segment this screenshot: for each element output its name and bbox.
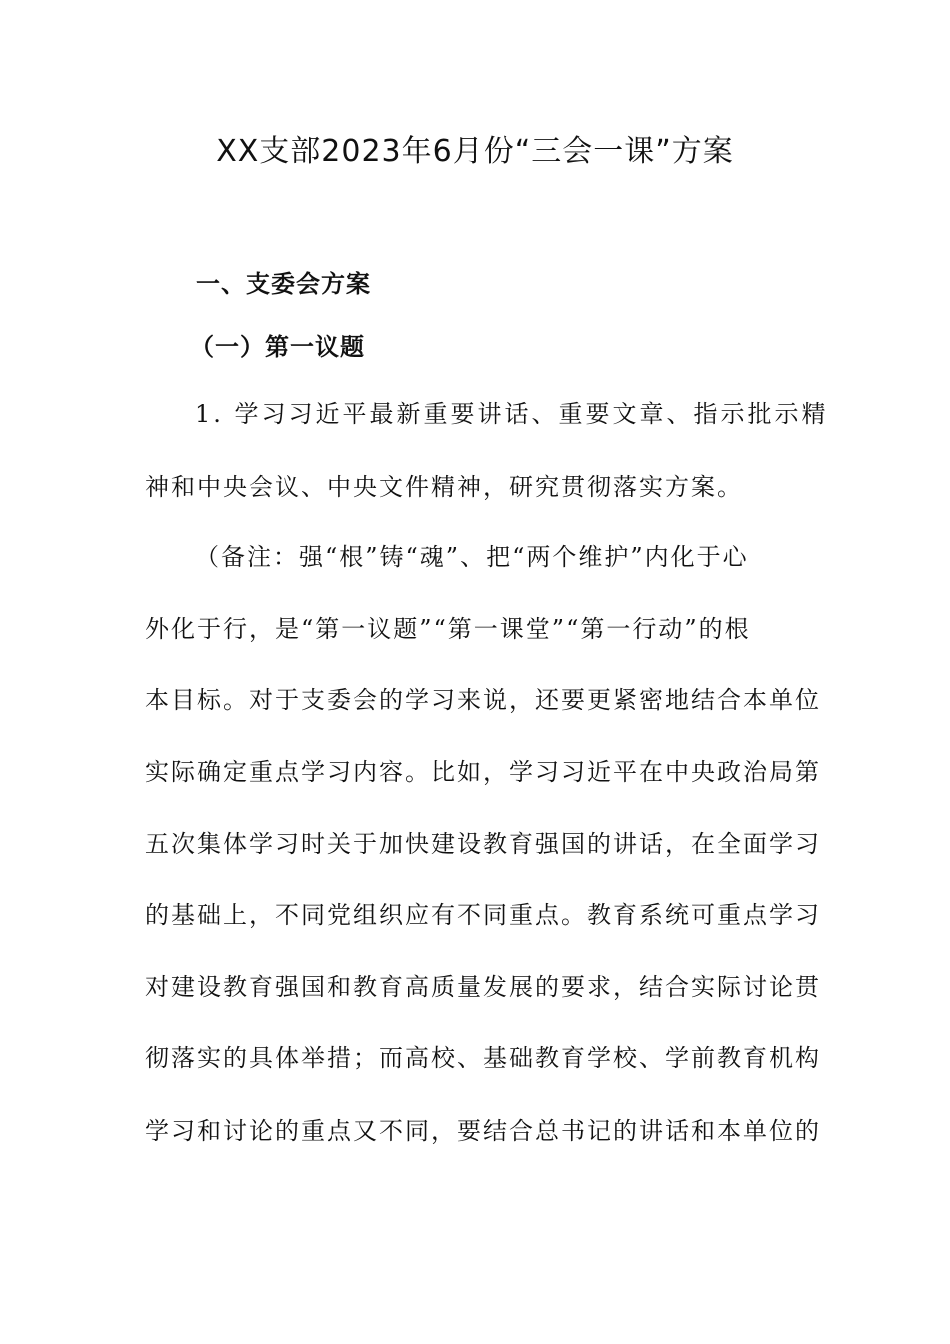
paragraph-line-6: 实际确定重点学习内容。比如，学习习近平在中央政治局第 (145, 758, 821, 786)
paragraph-line-5: 本目标。对于支委会的学习来说，还要更紧密地结合本单位 (145, 686, 821, 714)
paragraph-line-11: 学习和讨论的重点又不同，要结合总书记的讲话和本单位的 (145, 1117, 821, 1145)
paragraph-line-3: （备注：强“根”铸“魂”、把“两个维护”内化于心 (195, 543, 749, 571)
section-heading: 一、支委会方案 (196, 270, 371, 298)
paragraph-line-7: 五次集体学习时关于加快建设教育强国的讲话，在全面学习 (145, 830, 821, 858)
paragraph-line-9: 对建设教育强国和教育高质量发展的要求，结合实际讨论贯 (145, 973, 821, 1001)
paragraph-line-2: 神和中央会议、中央文件精神，研究贯彻落实方案。 (145, 473, 743, 501)
paragraph-line-10: 彻落实的具体举措；而高校、基础教育学校、学前教育机构 (145, 1044, 821, 1072)
paragraph-line-4: 外化于行，是“第一议题”“第一课堂”“第一行动”的根 (145, 615, 751, 643)
paragraph-line-8: 的基础上，不同党组织应有不同重点。教育系统可重点学习 (145, 901, 821, 929)
subsection-heading: （一）第一议题 (190, 333, 365, 361)
document-title: XX支部2023年6月份“三会一课”方案 (216, 134, 734, 169)
paragraph-line-1: 1. 学习习近平最新重要讲话、重要文章、指示批示精 (195, 400, 829, 428)
